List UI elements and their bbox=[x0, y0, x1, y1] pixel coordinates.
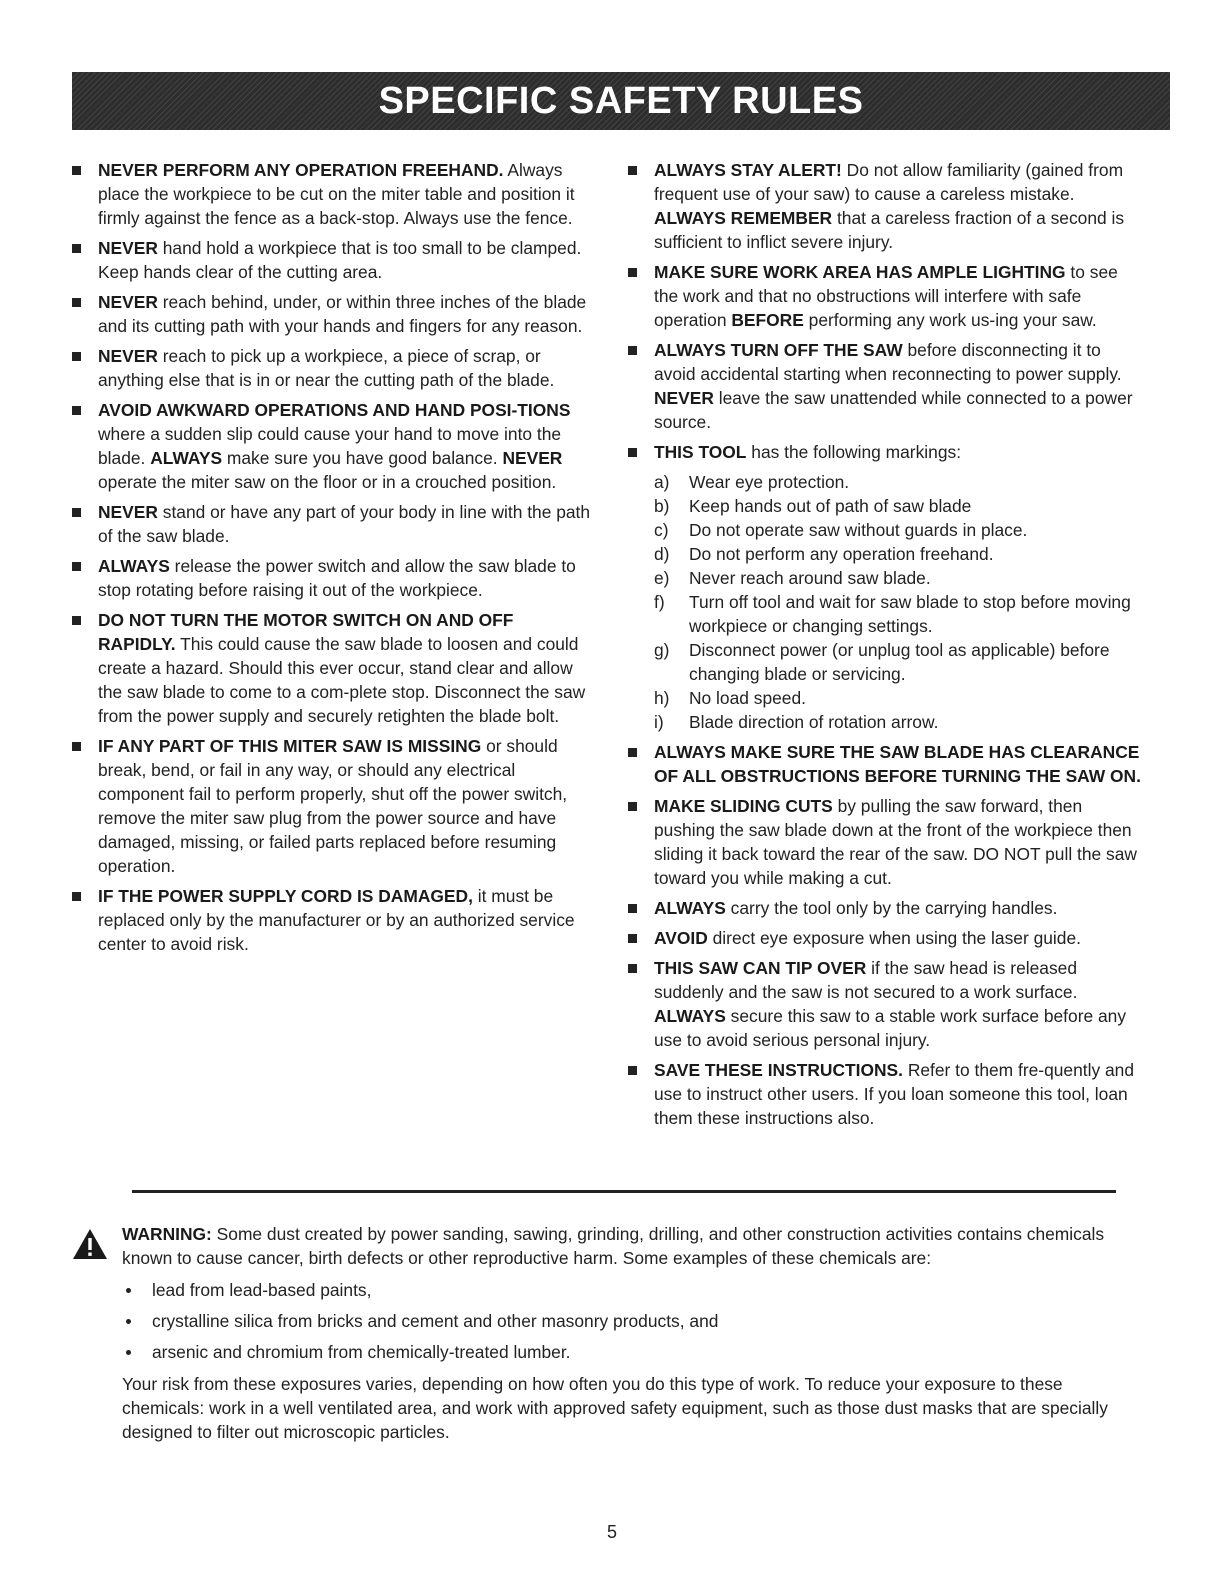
square-bullet-icon bbox=[72, 298, 81, 307]
square-bullet-icon bbox=[72, 244, 81, 253]
square-bullet-icon bbox=[72, 508, 81, 517]
safety-rule: AVOID AWKWARD OPERATIONS AND HAND POSI-TIONS where a sudden slip could cause your hand to move into the blade. ALWAYS make sure you have good balance. NEVER operate the miter saw on the floor or in a crouched position. bbox=[72, 398, 592, 494]
square-bullet-icon bbox=[72, 166, 81, 175]
list-item: i) Blade direction of rotation arrow. bbox=[654, 712, 939, 732]
safety-rule: ALWAYS release the power switch and allow the saw blade to stop rotating before raising it out of the workpiece. bbox=[72, 554, 592, 602]
list-item: arsenic and chromium from chemically-treated lumber. bbox=[122, 1340, 1132, 1364]
warning-intro: WARNING: Some dust created by power sanding, sawing, grinding, drilling, and other construction activities contains chemicals known to cause cancer, birth defects or other reproductive harm. Some examples of these chemicals are: bbox=[122, 1224, 1105, 1268]
square-bullet-icon bbox=[628, 748, 637, 757]
safety-rule: ALWAYS TURN OFF THE SAW before disconnecting it to avoid accidental starting when reconnecting to power supply. NEVER leave the saw unattended while connected to a power source. bbox=[628, 338, 1146, 434]
safety-rule: AVOID direct eye exposure when using the laser guide. bbox=[628, 926, 1146, 950]
safety-rule: NEVER reach to pick up a workpiece, a piece of scrap, or anything else that is in or near the cutting path of the blade. bbox=[72, 344, 592, 392]
list-item: h) No load speed. bbox=[654, 688, 806, 708]
list-item: c) Do not operate saw without guards in place. bbox=[654, 520, 1028, 540]
safety-rule: NEVER reach behind, under, or within three inches of the blade and its cutting path with your hands and fingers for any reason. bbox=[72, 290, 592, 338]
square-bullet-icon bbox=[628, 802, 637, 811]
page-number: 5 bbox=[606, 1522, 617, 1542]
warning-block bbox=[72, 1222, 1132, 1452]
list-item: a) Wear eye protection. bbox=[654, 472, 850, 492]
safety-rule: THIS TOOL has the following markings: bbox=[628, 440, 1146, 464]
square-bullet-icon bbox=[628, 904, 637, 913]
safety-rule: NEVER PERFORM ANY OPERATION FREEHAND. Always place the workpiece to be cut on the miter table and position it firmly against the fence as a back-stop. Always use the fence. bbox=[72, 158, 592, 230]
square-bullet-icon bbox=[628, 964, 637, 973]
square-bullet-icon bbox=[628, 166, 637, 175]
list-item: e) Never reach around saw blade. bbox=[654, 568, 931, 588]
safety-rule: ALWAYS MAKE SURE THE SAW BLADE HAS CLEARANCE OF ALL OBSTRUCTIONS BEFORE TURNING THE SAW ON. bbox=[628, 740, 1146, 788]
safety-rule: SAVE THESE INSTRUCTIONS. Refer to them fre-quently and use to instruct other users. If you loan someone this tool, loan them these instructions also. bbox=[628, 1058, 1146, 1130]
square-bullet-icon bbox=[628, 1066, 637, 1075]
square-bullet-icon bbox=[72, 562, 81, 571]
safety-rule: MAKE SLIDING CUTS by pulling the saw forward, then pushing the saw blade down at the front of the workpiece then sliding it back toward the rear of the saw. DO NOT pull the saw toward you while making a cut. bbox=[628, 794, 1146, 890]
left-column bbox=[72, 158, 592, 962]
section-banner bbox=[72, 72, 1170, 130]
warning-closing: Your risk from these exposures varies, depending on how often you do this type of work. To reduce your exposure to these chemicals: work in a well ventilated area, and work with approved safety equipment, such as those dust masks that are specially designed to filter out microscopic particles. bbox=[122, 1374, 1108, 1442]
safety-rule: ALWAYS STAY ALERT! Do not allow familiarity (gained from frequent use of your saw) to cause a careless mistake. ALWAYS REMEMBER that a careless fraction of a second is sufficient to inflict severe injury. bbox=[628, 158, 1146, 254]
square-bullet-icon bbox=[72, 616, 81, 625]
list-item: f) Turn off tool and wait for saw blade to stop before moving workpiece or changing settings. bbox=[654, 592, 1131, 636]
warning-triangle-icon bbox=[72, 1228, 108, 1260]
warning-text bbox=[72, 1222, 1132, 1444]
markings-list bbox=[628, 470, 1146, 734]
safety-rule: DO NOT TURN THE MOTOR SWITCH ON AND OFF RAPIDLY. This could cause the saw blade to loosen and could create a hazard. Should this ever occur, stand clear and allow the saw blade to come to a com-plete stop. Disconnect the saw from the power supply and securely retighten the blade bolt. bbox=[72, 608, 592, 728]
square-bullet-icon bbox=[72, 352, 81, 361]
warning-list bbox=[122, 1278, 1132, 1364]
safety-rule: NEVER hand hold a workpiece that is too small to be clamped. Keep hands clear of the cutting area. bbox=[72, 236, 592, 284]
list-item: b) Keep hands out of path of saw blade bbox=[654, 496, 972, 516]
list-item: lead from lead-based paints, bbox=[122, 1278, 1132, 1302]
square-bullet-icon bbox=[628, 346, 637, 355]
page-title: SPECIFIC SAFETY RULES bbox=[378, 79, 864, 122]
safety-rule: IF ANY PART OF THIS MITER SAW IS MISSING or should break, bend, or fail in any way, or should any electrical component fail to perform properly, shut off the power switch, remove the miter saw plug from the power source and have damaged, missing, or failed parts replaced before resuming operation. bbox=[72, 734, 592, 878]
safety-rule: ALWAYS carry the tool only by the carrying handles. bbox=[628, 896, 1146, 920]
safety-rule: IF THE POWER SUPPLY CORD IS DAMAGED, it must be replaced only by the manufacturer or by an authorized service center to avoid risk. bbox=[72, 884, 592, 956]
right-column bbox=[628, 158, 1146, 1136]
safety-rule: NEVER stand or have any part of your body in line with the path of the saw blade. bbox=[72, 500, 592, 548]
list-item: d) Do not perform any operation freehand. bbox=[654, 544, 994, 564]
warning-label: WARNING: bbox=[122, 1224, 212, 1244]
square-bullet-icon bbox=[72, 892, 81, 901]
square-bullet-icon bbox=[628, 268, 637, 277]
list-item: crystalline silica from bricks and cement and other masonry products, and bbox=[122, 1309, 1132, 1333]
square-bullet-icon bbox=[72, 742, 81, 751]
square-bullet-icon bbox=[72, 406, 81, 415]
square-bullet-icon bbox=[628, 934, 637, 943]
list-item: g) Disconnect power (or unplug tool as applicable) before changing blade or servicing. bbox=[654, 640, 1110, 684]
divider bbox=[132, 1190, 1116, 1193]
square-bullet-icon bbox=[628, 448, 637, 457]
safety-rule: MAKE SURE WORK AREA HAS AMPLE LIGHTING to see the work and that no obstructions will interfere with safe operation BEFORE performing any work us-ing your saw. bbox=[628, 260, 1146, 332]
safety-rule: THIS SAW CAN TIP OVER if the saw head is released suddenly and the saw is not secured to a work surface. ALWAYS secure this saw to a stable work surface before any use to avoid serious personal injury. bbox=[628, 956, 1146, 1052]
